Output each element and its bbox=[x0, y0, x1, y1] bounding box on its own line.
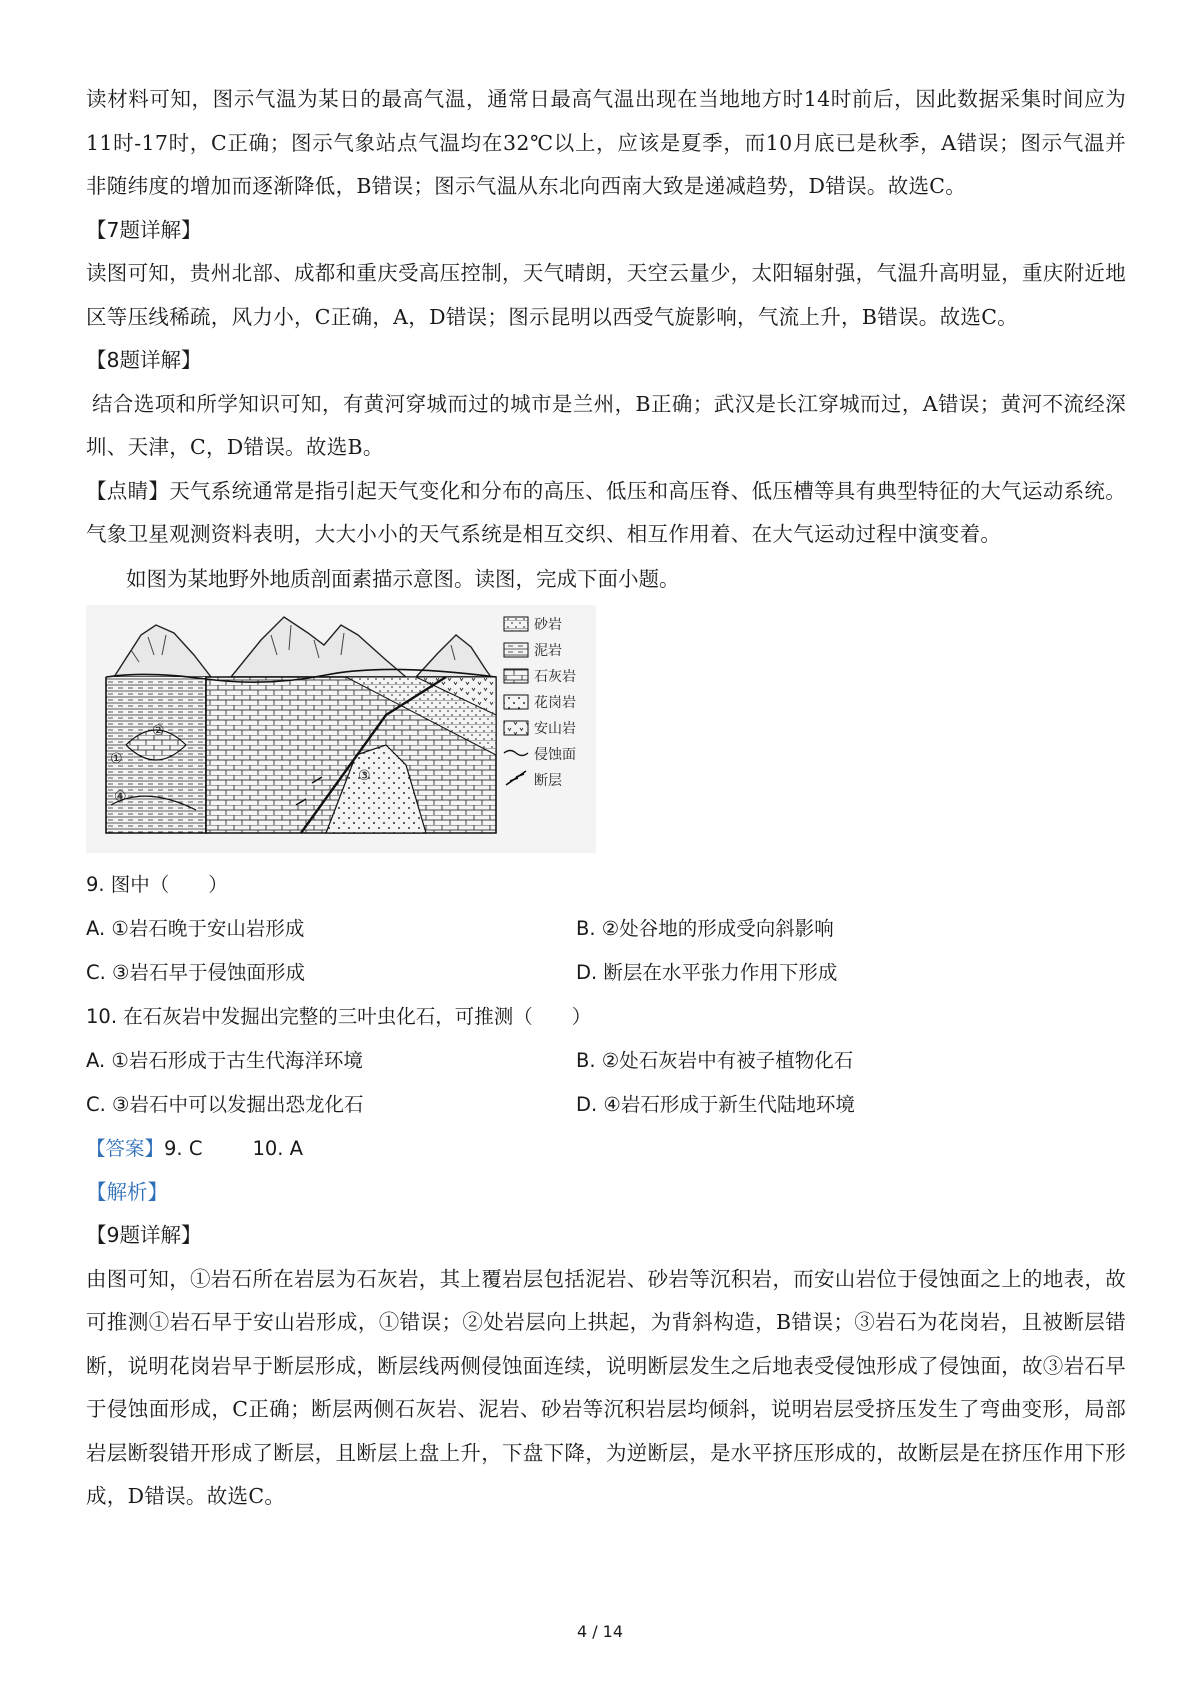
marker-2: ② bbox=[152, 722, 165, 739]
legend-mudstone: 泥岩 bbox=[534, 642, 562, 659]
paragraph-explanation-7: 读图可知，贵州北部、成都和重庆受高压控制，天气晴朗，天空云量少，太阳辐射强，气温升高明显，重庆附近地区等压线稀疏，风力小，C正确，A，D错误；图示昆明以西受气旋影响，气流上升，B错误。故选C。 bbox=[86, 261, 1126, 329]
legend-swatch-sandstone bbox=[504, 617, 528, 631]
legend-swatch-fault bbox=[506, 771, 526, 785]
question-10-options-row2 bbox=[86, 1083, 1126, 1127]
cross-section-drawing bbox=[86, 605, 596, 853]
option-9b: B. ②处谷地的形成受向斜影响 bbox=[576, 916, 834, 940]
question-9-stem: 9. 图中（ ） bbox=[86, 872, 228, 896]
legend-swatch-mudstone bbox=[504, 643, 528, 657]
question-10-stem: 10. 在石灰岩中发掘出完整的三叶虫化石，可推测（ ） bbox=[86, 1004, 592, 1028]
analysis-label: 【解析】 bbox=[86, 1179, 168, 1204]
legend-granite: 花岗岩 bbox=[534, 694, 576, 711]
legend-swatch-limestone bbox=[504, 669, 528, 683]
answer-line bbox=[86, 1127, 1126, 1171]
legend-erosion-surface: 侵蚀面 bbox=[534, 746, 576, 763]
option-10d: D. ④岩石形成于新生代陆地环境 bbox=[576, 1092, 855, 1116]
heading-q9-detail: 【9题详解】 bbox=[86, 1223, 202, 1247]
marker-1: ① bbox=[110, 750, 123, 767]
legend-swatch-granite bbox=[504, 695, 528, 709]
option-9c: C. ③岩石早于侵蚀面形成 bbox=[86, 960, 305, 984]
heading-q7-detail: 【7题详解】 bbox=[86, 217, 202, 242]
question-9-options-row2 bbox=[86, 951, 1126, 995]
legend-sandstone: 砂岩 bbox=[534, 616, 562, 633]
paragraph-explanation-6: 读材料可知，图示气温为某日的最高气温，通常日最高气温出现在当地地方时14时前后，因此数据采集时间应为11时-17时，C正确；图示气象站点气温均在32℃以上，应该是夏季，而10月底已是秋季，A错误；图示气温并非随纬度的增加而逐渐降低，B错误；图示气温从东北向西南大致是递减趋势，D错误。故选C。 bbox=[86, 87, 1126, 198]
marker-3: ③ bbox=[358, 767, 371, 784]
legend-swatch-erosion bbox=[504, 750, 528, 755]
answer-label: 【答案】 bbox=[86, 1136, 165, 1160]
paragraph-explanation-9: 由图可知，①岩石所在岩层为石灰岩，其上覆岩层包括泥岩、砂岩等沉积岩，而安山岩位于侵蚀面之上的地表，故可推测①岩石早于安山岩形成，①错误；②处岩层向上拱起，为背斜构造，B错误；③岩石为花岗岩，且被断层错断，说明花岗岩早于断层形成，断层线两侧侵蚀面连续，说明断层发生之后地表受侵蚀形成了侵蚀面，故③岩石早于侵蚀面形成，C正确；断层两侧石灰岩、泥岩、砂岩等沉积岩层均倾斜，说明岩层受挤压发生了弯曲变形，局部岩层断裂错开形成了断层，且断层上盘上升，下盘下降，为逆断层，是水平挤压形成的，故断层是在挤压作用下形成，D错误。故选C。 bbox=[86, 1266, 1126, 1508]
answer-10: 10. A bbox=[252, 1136, 303, 1160]
heading-q8-detail: 【8题详解】 bbox=[86, 348, 202, 372]
page-number: 4 / 14 bbox=[576, 1622, 624, 1641]
option-10c: C. ③岩石中可以发掘出恐龙化石 bbox=[86, 1092, 364, 1116]
figure-intro: 如图为某地野外地质剖面素描示意图。读图，完成下面小题。 bbox=[126, 566, 680, 591]
option-9d: D. 断层在水平张力作用下形成 bbox=[576, 960, 838, 984]
legend-limestone: 石灰岩 bbox=[534, 668, 576, 685]
legend-andesite: 安山岩 bbox=[534, 720, 576, 737]
geologic-cross-section-figure bbox=[86, 605, 596, 853]
legend-swatch-andesite bbox=[504, 721, 528, 735]
answer-9: 9. C bbox=[164, 1136, 203, 1160]
question-9-options-row1 bbox=[86, 907, 1126, 951]
paragraph-tip: 【点睛】天气系统通常是指引起天气变化和分布的高压、低压和高压脊、低压槽等具有典型特征的大气运动系统。气象卫星观测资料表明，大大小小的天气系统是相互交织、相互作用着、在大气运动过程中演变着。 bbox=[86, 478, 1126, 546]
option-10a: A. ①岩石形成于古生代海洋环境 bbox=[86, 1048, 363, 1072]
option-9a: A. ①岩石晚于安山岩形成 bbox=[86, 916, 305, 940]
page-content bbox=[86, 78, 1126, 1519]
question-10-options-row1 bbox=[86, 1039, 1126, 1083]
legend-fault: 断层 bbox=[534, 772, 562, 789]
legend bbox=[504, 616, 576, 789]
option-10b: B. ②处石灰岩中有被子植物化石 bbox=[576, 1048, 854, 1072]
marker-4: ④ bbox=[114, 788, 127, 805]
paragraph-explanation-8: 结合选项和所学知识可知，有黄河穿城而过的城市是兰州，B正确；武汉是长江穿城而过，A错误；黄河不流经深圳、天津，C，D错误。故选B。 bbox=[86, 391, 1126, 459]
